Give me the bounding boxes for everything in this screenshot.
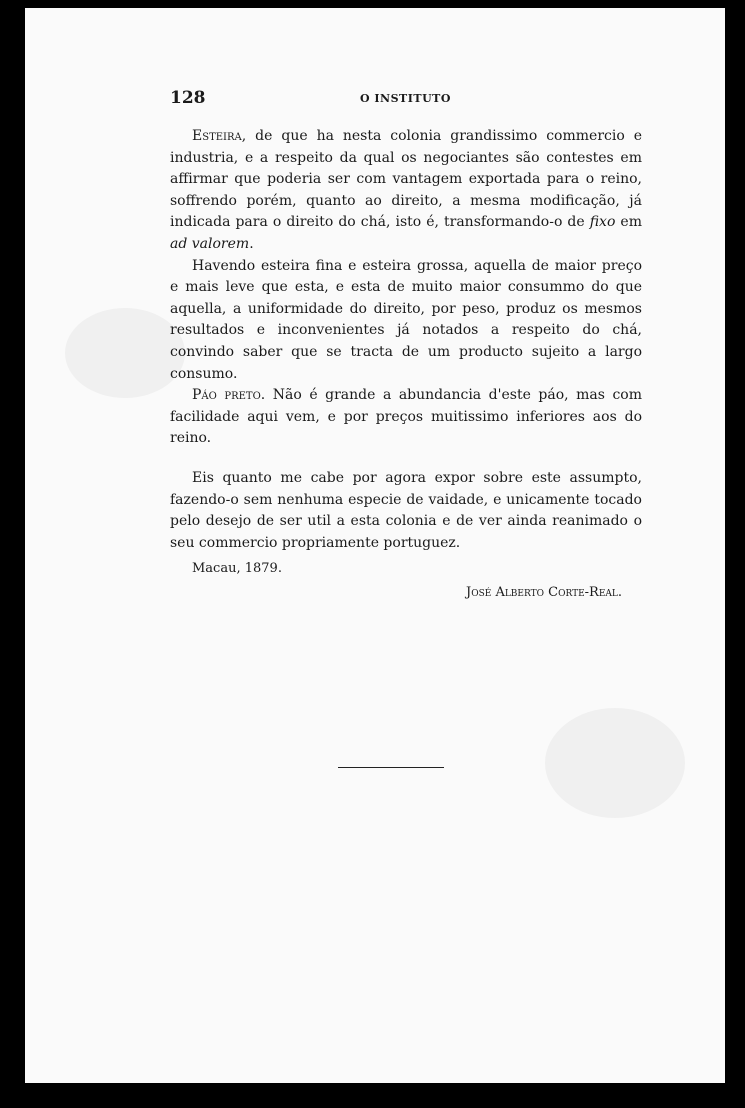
page-number: 128 [170,88,206,108]
paper-stain [545,708,685,818]
article-body [170,126,642,603]
paragraph-esteira: Esteira, de que ha nesta colonia grandissimo commercio e industria, e a respeito da qual os negociantes são contestes em affirmar que poderia ser com vantagem exportada para o reino, soffrendo porém, quanto ao direito, a mesma modificação, já indicada para o direito do chá, isto é, transformando-o de fixo em ad valorem. [170,128,642,252]
running-title: O INSTITUTO [360,92,451,105]
paragraph-havendo: Havendo esteira fina e esteira grossa, aquella de maior preço e mais leve que esta, e esta de muito maior consummo do que aquella, a uniformidade do direito, por peso, produz os mesmos resultados e inconvenientes já notados a respeito do chá, convindo saber que se tracta de um producto sujeito a largo consumo. [170,257,642,382]
author-signature: José Alberto Corte-Real. [465,584,622,600]
section-lead: Páo preto. [192,387,266,404]
page [25,8,725,1083]
paper-stain [65,308,185,398]
page-header [170,88,640,112]
paragraph-conclusion: Eis quanto me cabe por agora expor sobre este assumpto, fazendo-o sem nenhuma especie de vaidade, e unicamente tocado pelo desejo de ser util a esta colonia e de ver ainda reanimado o seu commercio propriamente portuguez. [170,469,642,551]
end-rule [338,767,444,768]
section-lead: Esteira, [192,128,247,144]
paragraph-pao-preto: Páo preto. Não é grande a abundancia d'este páo, mas com facilidade aqui vem, e por preços muitissimo inferiores aos do reino. [170,387,642,447]
place-date: Macau, 1879. [192,561,282,577]
